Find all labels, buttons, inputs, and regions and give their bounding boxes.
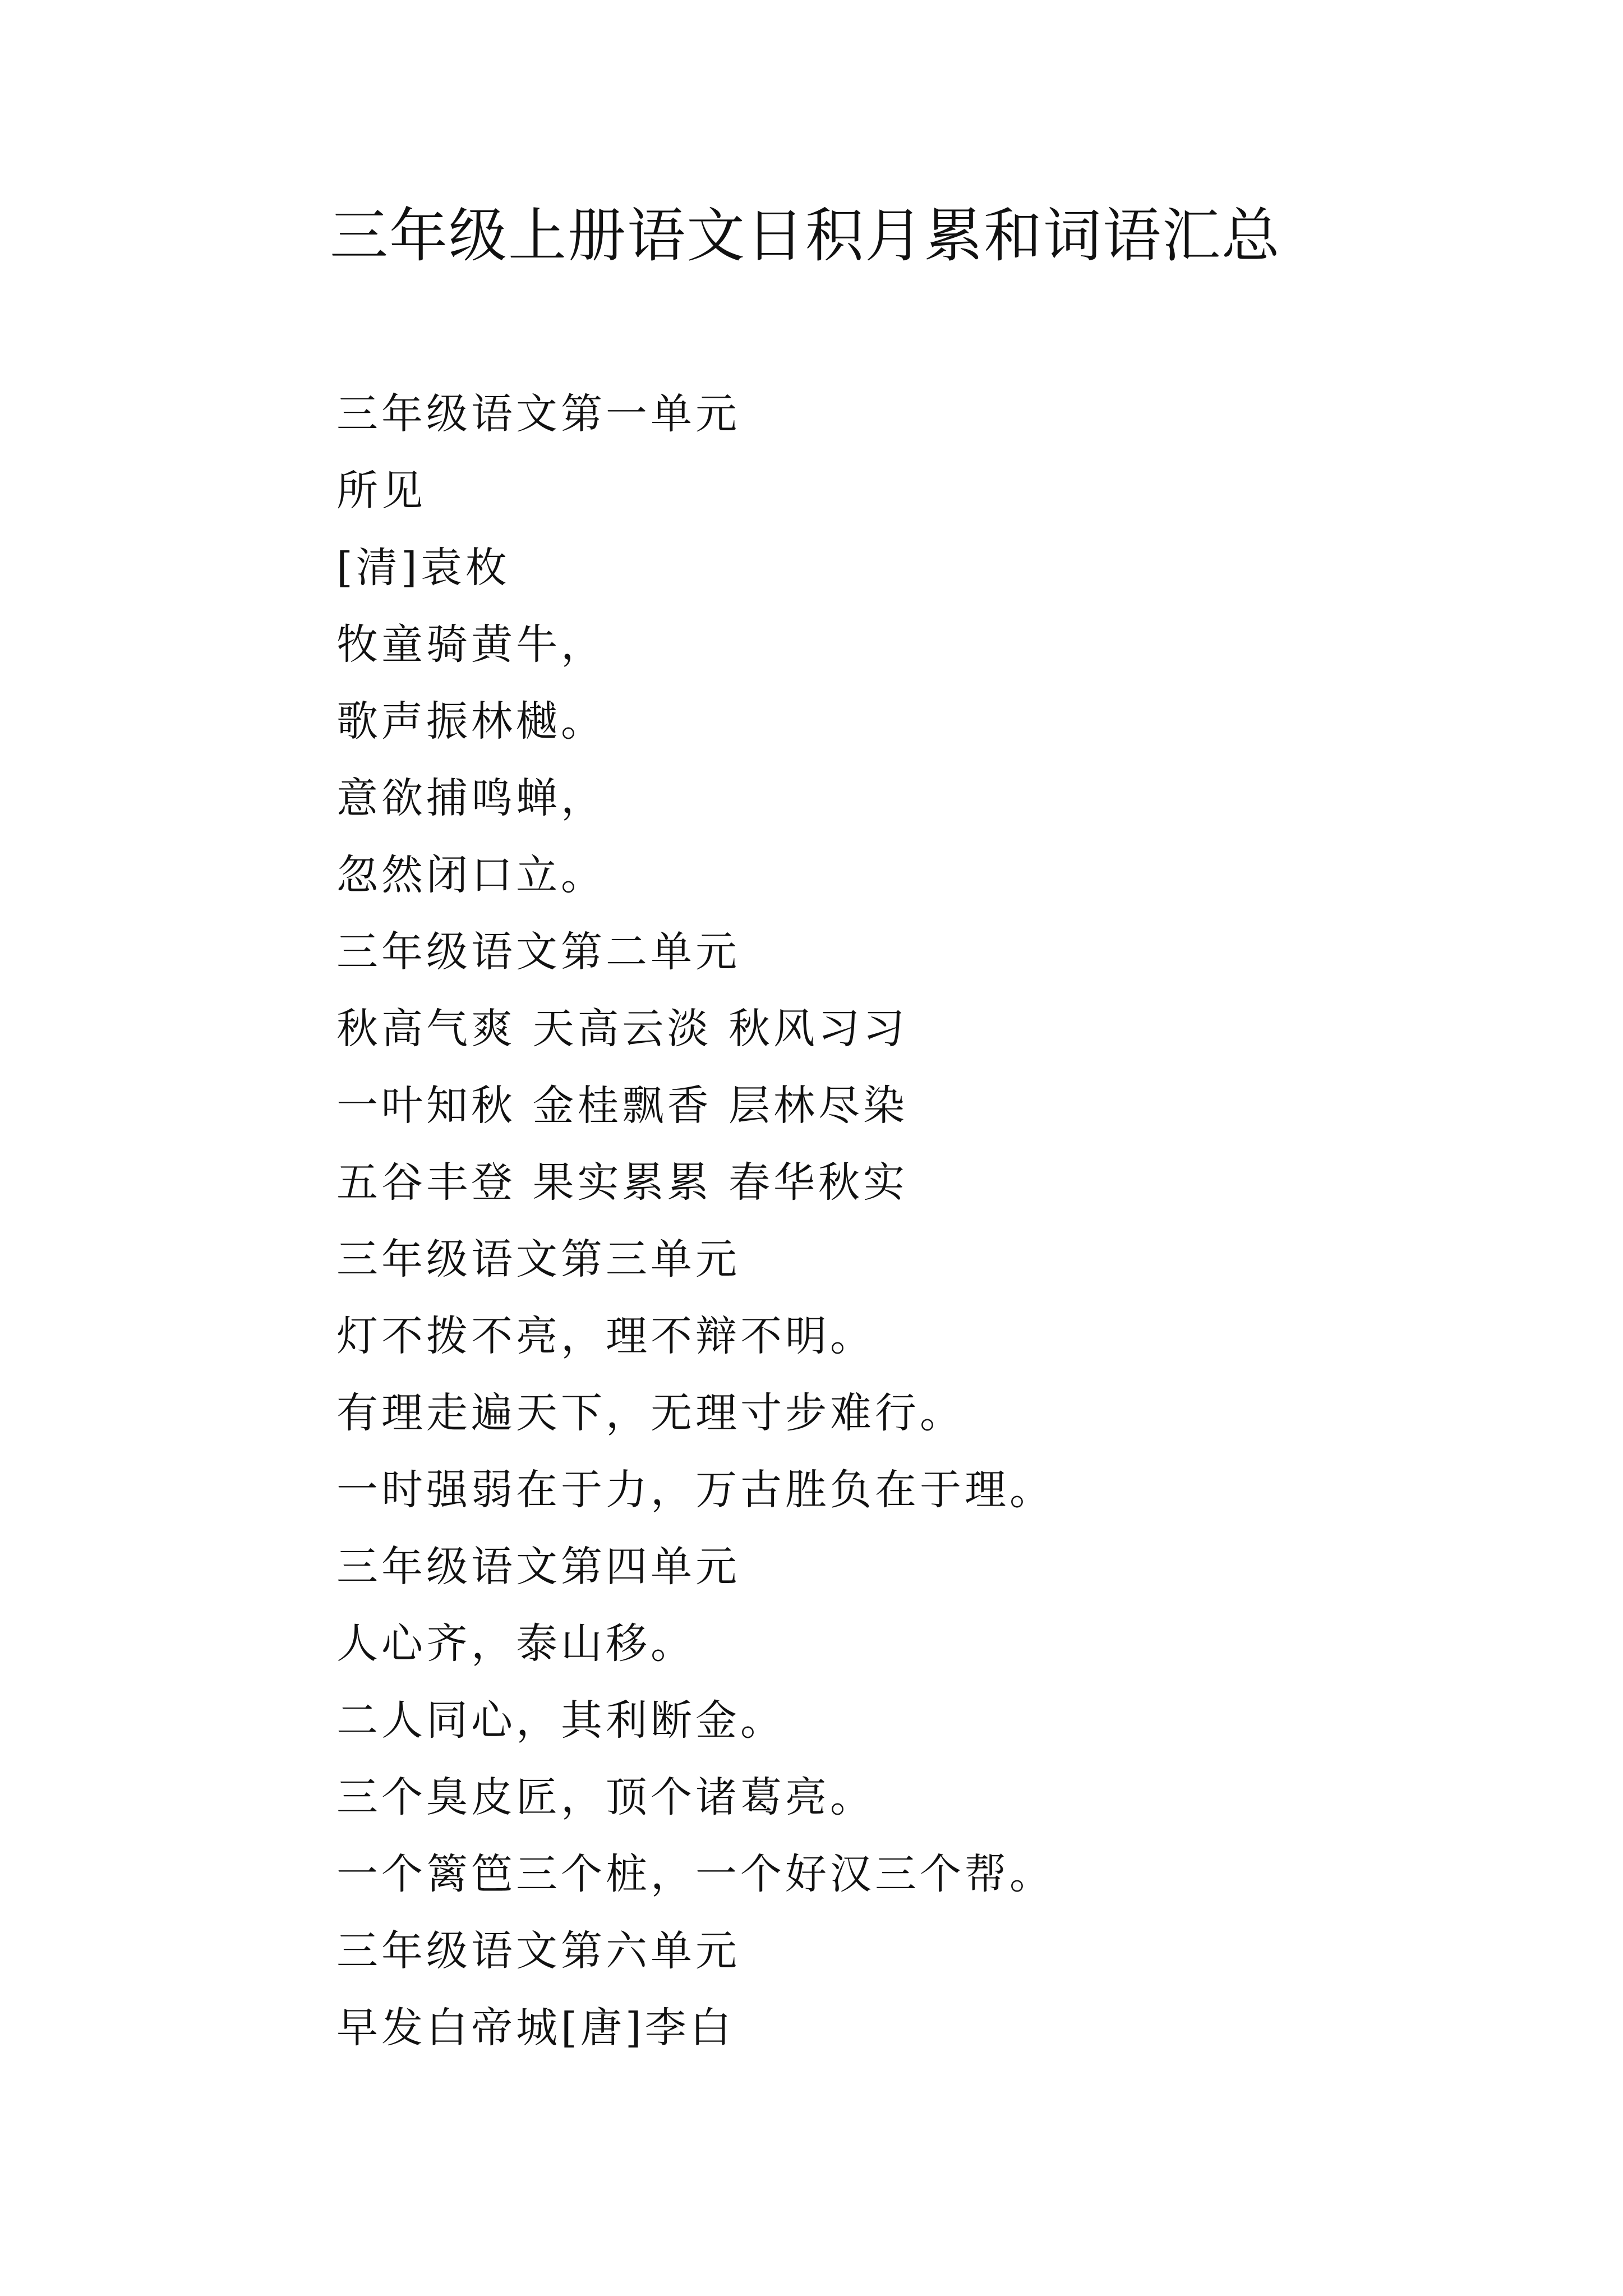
unit-6-heading: 三年级语文第六单元 <box>336 1927 740 1975</box>
poem-line: 牧童骑黄牛， <box>336 620 606 669</box>
poem-author: [清]袁枚 <box>336 544 510 592</box>
unit-2-heading: 三年级语文第二单元 <box>336 928 740 976</box>
proverb-line: 二人同心，其利断金。 <box>336 1696 785 1745</box>
proverb-line: 三个臭皮匠，顶个诸葛亮。 <box>336 1773 875 1821</box>
idiom-line: 秋高气爽 天高云淡 秋风习习 <box>336 1005 909 1053</box>
poem-line: 歌声振林樾。 <box>336 697 606 746</box>
unit-4-heading: 三年级语文第四单元 <box>336 1543 740 1591</box>
poem-title: 所见 <box>336 467 426 515</box>
unit-3-heading: 三年级语文第三单元 <box>336 1235 740 1283</box>
proverb-line: 灯不拨不亮，理不辩不明。 <box>336 1312 875 1360</box>
poem-title-author: 早发白帝城[唐]李白 <box>336 2004 735 2052</box>
document-body <box>336 376 1054 2067</box>
idiom-line: 五谷丰登 果实累累 春华秋实 <box>336 1158 909 1207</box>
unit-1-heading: 三年级语文第一单元 <box>336 390 740 438</box>
document-title: 三年级上册语文日积月累和词语汇总 <box>330 201 1281 270</box>
proverb-line: 人心齐，泰山移。 <box>336 1619 695 1668</box>
proverb-line: 一个篱笆三个桩，一个好汉三个帮。 <box>336 1850 1054 1898</box>
proverb-line: 一时强弱在于力，万古胜负在于理。 <box>336 1466 1054 1514</box>
proverb-line: 有理走遍天下，无理寸步难行。 <box>336 1389 965 1437</box>
poem-line: 忽然闭口立。 <box>336 851 606 899</box>
idiom-line: 一叶知秋 金桂飘香 层林尽染 <box>336 1082 909 1130</box>
poem-line: 意欲捕鸣蝉， <box>336 774 606 822</box>
